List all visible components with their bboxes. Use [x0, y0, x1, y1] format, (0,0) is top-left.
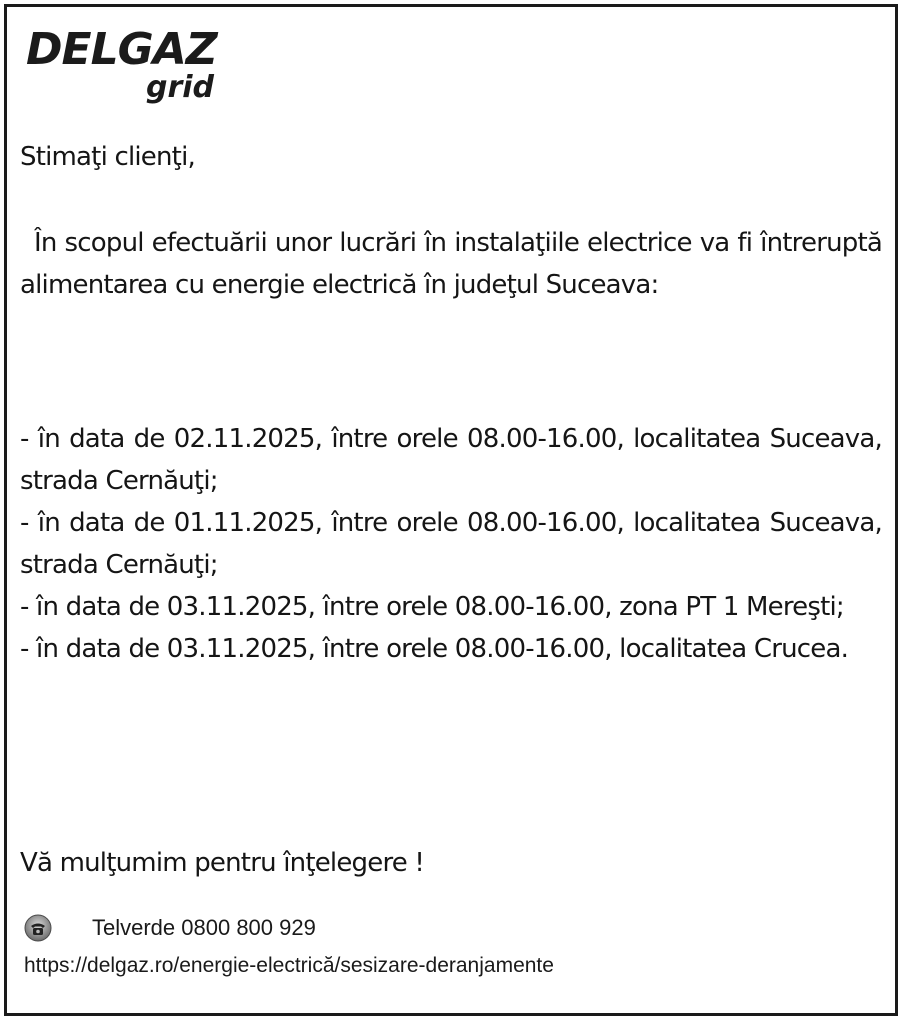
intro-paragraph: În scopul efectuării unor lucrări în instalaţiile electrice va fi întreruptă alimentarea cu energie electrică în judeţul Suceava:: [20, 228, 882, 300]
contact-line: [24, 914, 316, 942]
thanks-line: Vă mulţumim pentru înţelegere !: [20, 848, 425, 878]
report-url[interactable]: https://delgaz.ro/energie-electrică/sesizare-deranjamente: [24, 954, 554, 977]
logo-main-text: DELGAZ: [26, 24, 217, 75]
outage-item: - în data de 03.11.2025, între orele 08.00-16.00, zona PT 1 Mereşti;: [20, 592, 844, 622]
greeting: Stimaţi clienţi,: [20, 142, 195, 172]
logo-sub-text: grid: [146, 70, 215, 105]
outage-item: - în data de 01.11.2025, între orele 08.00-16.00, localitatea Suceava, strada Cernăuţi;: [20, 508, 882, 580]
outage-item: - în data de 02.11.2025, între orele 08.00-16.00, localitatea Suceava, strada Cernăuţi;: [20, 424, 882, 496]
outage-list: [20, 418, 882, 670]
outage-item: - în data de 03.11.2025, între orele 08.00-16.00, localitatea Crucea.: [20, 634, 849, 664]
phone-icon: [24, 914, 52, 942]
delgaz-grid-logo: [26, 24, 236, 108]
phone-label: Telverde 0800 800 929: [92, 915, 316, 940]
